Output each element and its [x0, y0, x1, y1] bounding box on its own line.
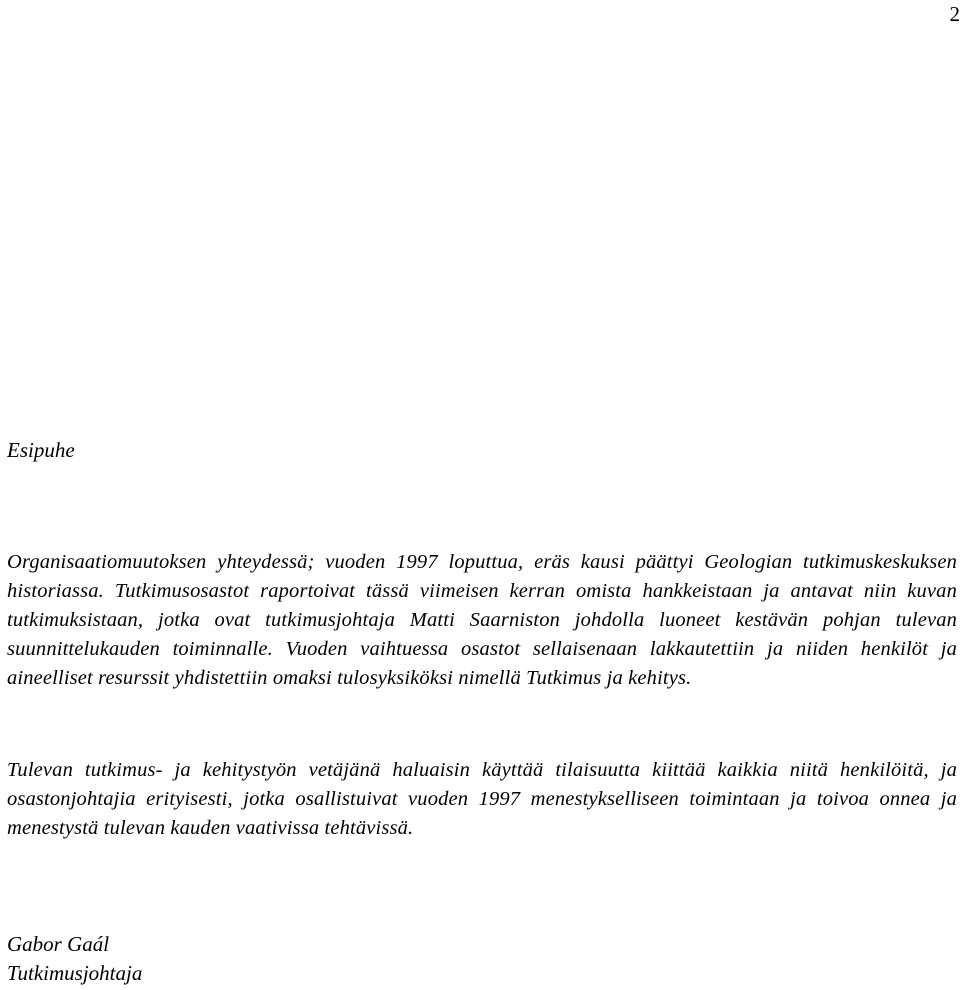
foreword-paragraph-1: Organisaatiomuutoksen yhteydessä; vuoden 1997 loputtua, eräs kausi päättyi Geologian tutkimuskeskuksen historiassa. Tutkimusosastot raportoivat tässä viimeisen kerran omista hankkeistaan ja antavat niin kuvan tutkimuksistaan, jotka ovat tutkimusjohtaja Matti Saarniston johdolla luoneet kestävän pohjan tulevan suunnittelukauden toiminnalle. Vuoden vaihtuessa osastot sellaisenaan lakkautettiin ja niiden henkilöt ja aineelliset resurssit yhdistettiin omaksi tulosyksiköksi nimellä Tutkimus ja kehitys. [7, 551, 957, 689]
signature-title: Tutkimusjohtaja [7, 961, 143, 985]
signature-block [7, 930, 142, 988]
foreword-heading: Esipuhe [7, 438, 75, 462]
foreword-paragraph-2: Tulevan tutkimus- ja kehitystyön vetäjänä haluaisin käyttää tilaisuutta kiittää kaikkia niitä henkilöitä, ja osastonjohtajia erityisesti, jotka osallistuivat vuoden 1997 menestykselliseen toimintaan ja toivoa onnea ja menestystä tulevan kauden vaativissa tehtävissä. [7, 759, 957, 839]
signature-name: Gabor Gaál [7, 932, 110, 956]
page-number: 2 [949, 2, 960, 26]
